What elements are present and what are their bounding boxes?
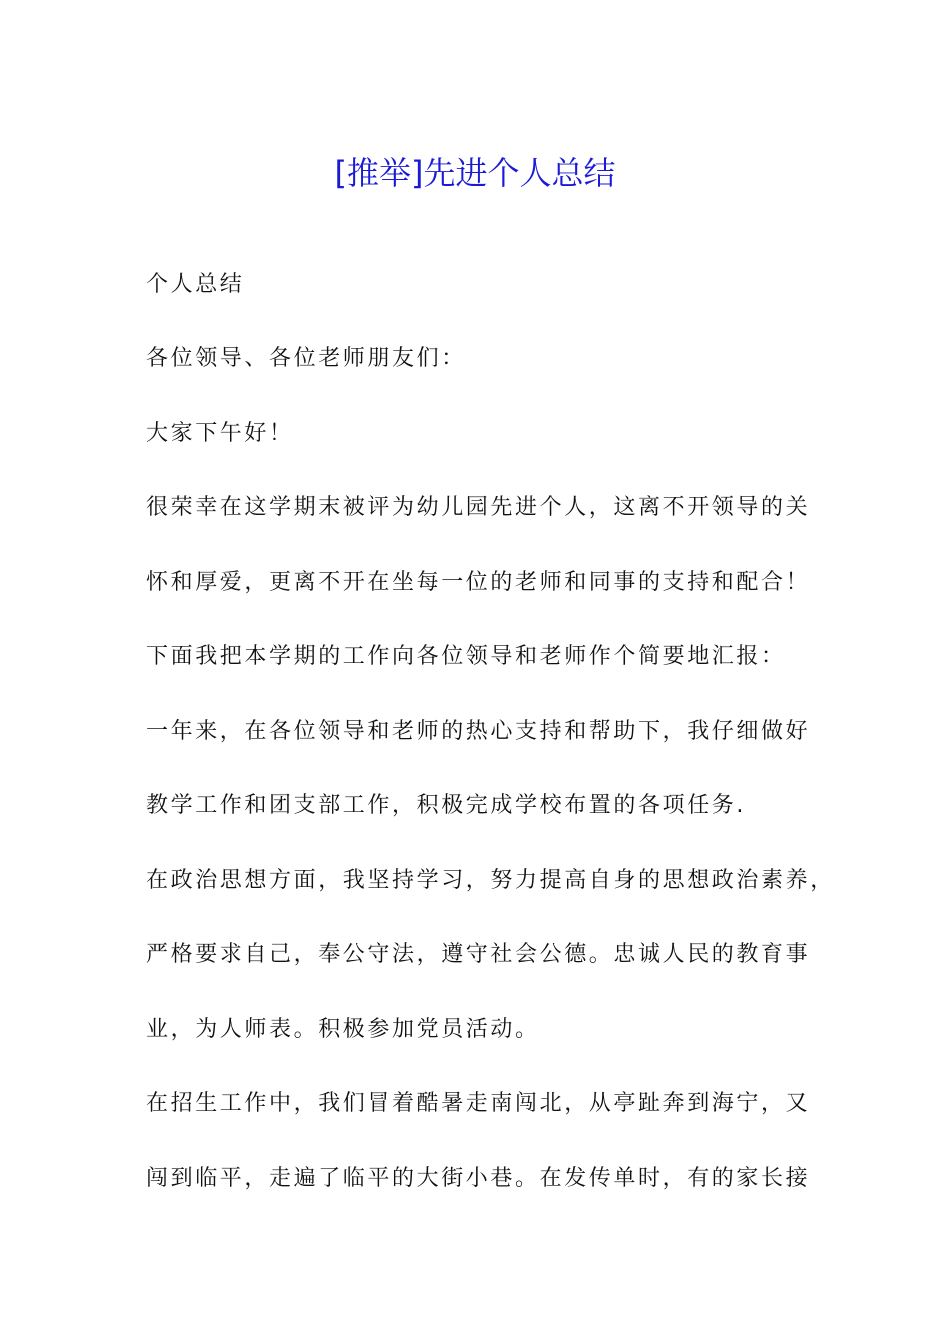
greeting-line: 大家下午好！ (146, 421, 294, 446)
text-line: 在招生工作中，我们冒着酷暑走南闯北，从亭趾奔到海宁，又 (146, 1091, 811, 1116)
salutation-line: 各位领导、各位老师朋友们： (146, 346, 466, 371)
text-line: 教学工作和团支部工作，积极完成学校布置的各项任务. (146, 793, 746, 818)
text-line: 严格要求自己，奉公守法，遵守社会公德。忠诚人民的教育事 (146, 942, 811, 967)
text-line: 一年来，在各位领导和老师的热心支持和帮助下，我仔细做好 (146, 719, 811, 744)
document-title: [推举]先进个人总结 (334, 154, 616, 193)
text-line: 下面我把本学期的工作向各位领导和老师作个简要地汇报： (146, 644, 786, 669)
text-line: 闯到临平，走遍了临平的大街小巷。在发传单时，有的家长接 (146, 1166, 811, 1191)
text-line: 怀和厚爱，更离不开在坐每一位的老师和同事的支持和配合！ (146, 570, 811, 595)
text-line: 业，为人师表。积极参加党员活动。 (146, 1017, 540, 1042)
paragraph-heading: 个人总结 (146, 272, 245, 297)
text-line: 在政治思想方面，我坚持学习，努力提高自身的思想政治素养， (146, 868, 835, 893)
text-line: 很荣幸在这学期末被评为幼儿园先进个人，这离不开领导的关 (146, 495, 811, 520)
